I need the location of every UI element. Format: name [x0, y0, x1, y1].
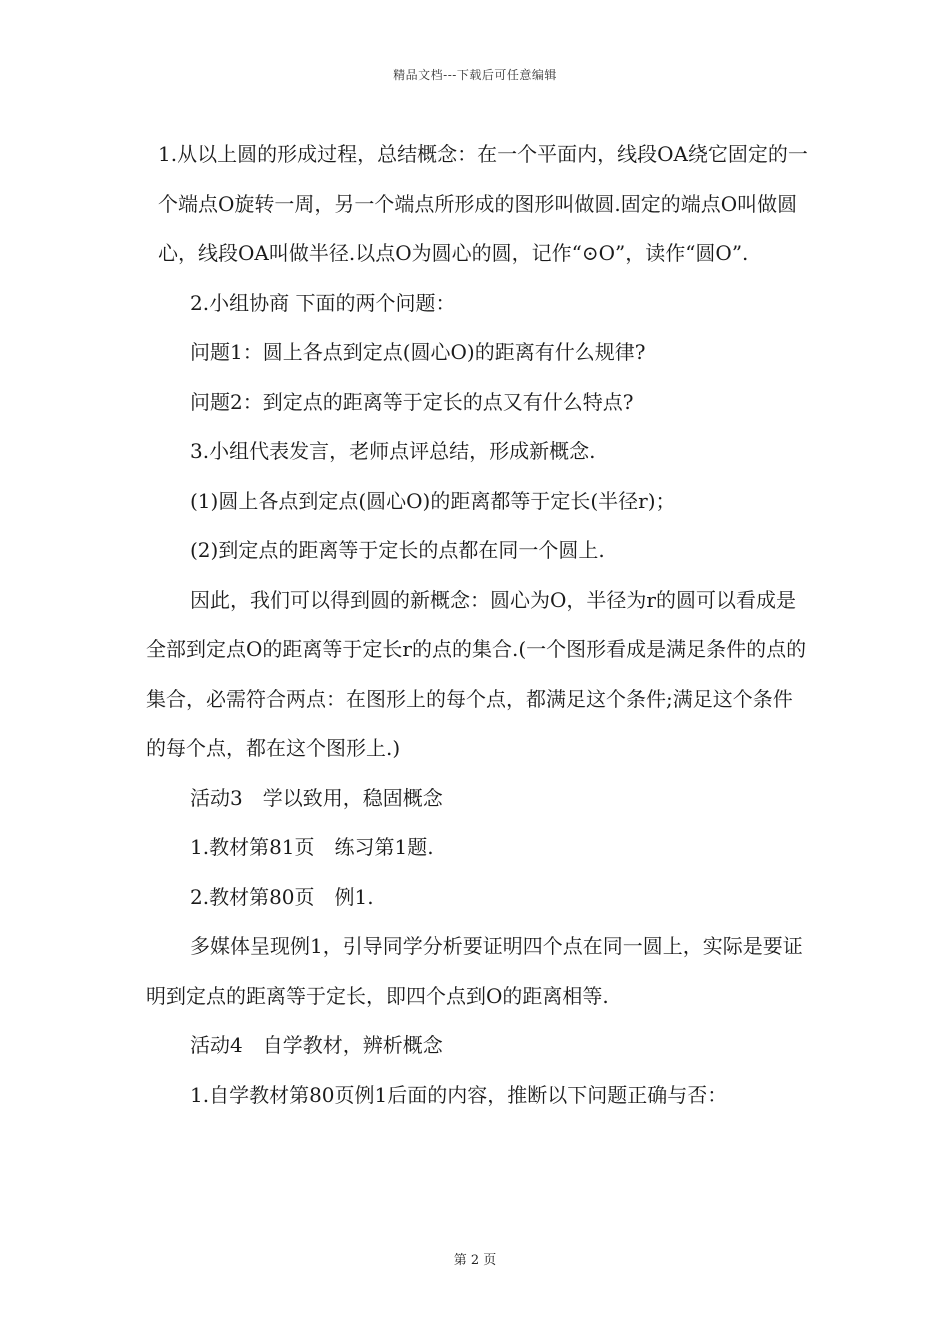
page-header: 精品文档---下载后可任意编辑 [393, 68, 557, 82]
paragraph-group-report: 3.小组代表发言，老师点评总结，形成新概念. [190, 439, 596, 463]
paragraph-self-study: 1.自学教材第80页例1后面的内容，推断以下问题正确与否： [190, 1082, 728, 1107]
heading-activity-3: 活动3 学以致用，稳固概念 [190, 785, 443, 810]
paragraph-point-1: (1)圆上各点到定点(圆心O)的距离都等于定长(半径r)； [190, 488, 676, 513]
page-footer: 第 2 页 [453, 1253, 497, 1268]
paragraph-multimedia: 多媒体呈现例1，引导同学分析要证明四个点在同一圆上，实际是要证明到定点的距离等于定长，即四个点到O的距离相等. [146, 934, 803, 1008]
paragraph-group-discussion: 2.小组协商 下面的两个问题： [190, 290, 456, 315]
paragraph-question-2: 问题2：到定点的距离等于定长的点又有什么特点? [190, 389, 634, 414]
paragraph-exercise-1: 1.教材第81页 练习第1题. [190, 835, 434, 859]
paragraph-point-2: (2)到定点的距离等于定长的点都在同一个圆上. [190, 538, 605, 562]
document-body [146, 130, 810, 1120]
paragraph-question-1: 问题1：圆上各点到定点(圆心O)的距离有什么规律? [190, 340, 646, 364]
paragraph-new-concept: 因此，我们可以得到圆的新概念：圆心为O，半径为r的圆可以看成是全部到定点O的距离等于定长r的点的集合.(一个图形看成是满足条件的点的集合，必需符合两点：在图形上的每个点，都满足这个条件;满足这个条件的每个点，都在这个图形上.) [146, 587, 807, 760]
paragraph-concept-definition: 1.从以上圆的形成过程，总结概念：在一个平面内，线段OA绕它固定的一个端点O旋转一周，另一个端点所形成的图形叫做圆.固定的端点O叫做圆心，线段OA叫做半径.以点O为圆心的圆，记作“⊙O”，读作“圆O”. [158, 142, 808, 265]
paragraph-example-1: 2.教材第80页 例1. [190, 884, 374, 909]
heading-activity-4: 活动4 自学教材，辨析概念 [190, 1033, 443, 1057]
